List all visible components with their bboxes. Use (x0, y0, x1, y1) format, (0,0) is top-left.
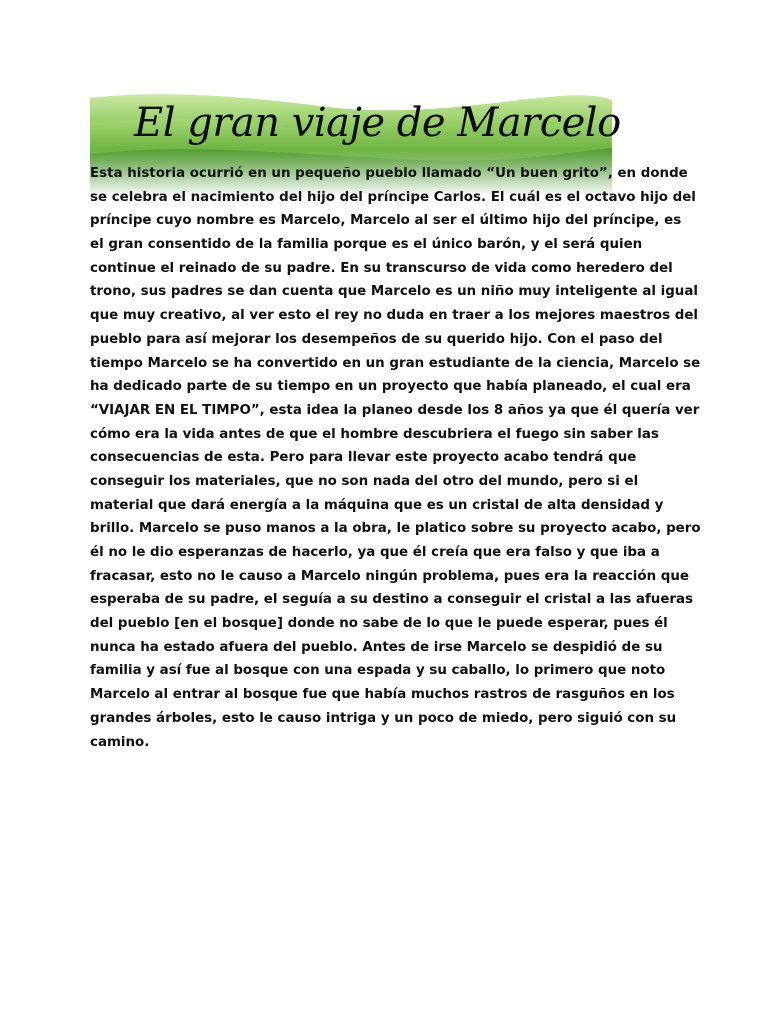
paragraph-line: cómo era la vida antes de que el hombre descubriera el fuego sin saber las (90, 426, 659, 442)
paragraph-line: él no le dio esperanzas de hacerlo, ya que él creía que era falso y que iba a (90, 545, 660, 560)
paragraph-line: continue el reinado de su padre. En su transcurso de vida como heredero del (90, 260, 673, 276)
document-title: El gran viaje de Marcelo (134, 100, 621, 146)
paragraph-line: nunca ha estado afuera del pueblo. Antes de irse Marcelo se despidió de su (90, 639, 663, 655)
paragraph-line: tiempo Marcelo se ha convertido en un gran estudiante de la ciencia, Marcelo se (90, 355, 701, 371)
paragraph-line: pueblo para así mejorar los desempeños de su querido hijo. Con el paso del (90, 331, 663, 347)
paragraph-line: trono, sus padres se dan cuenta que Marcelo es un niño muy inteligente al igual (90, 284, 698, 300)
paragraph-line: que muy creativo, al ver esto el rey no duda en traer a los mejores maestros del (90, 308, 699, 324)
paragraph-line: fracasar, esto no le causo a Marcelo ningún problema, pues era la reacción que (90, 568, 689, 584)
story-paragraph (90, 162, 701, 754)
paragraph-line: “VIAJAR EN EL TIMPO”, esta idea la planeo desde los 8 años ya que él quería ver (90, 402, 700, 418)
paragraph-line: brillo. Marcelo se puso manos a la obra, le platico sobre su proyecto acabo, pero (90, 521, 701, 537)
paragraph-line: grandes árboles, esto le causo intriga y un poco de miedo, pero siguió con su (90, 710, 677, 726)
paragraph-line: príncipe cuyo nombre es Marcelo, Marcelo al ser el último hijo del príncipe, es (90, 213, 682, 229)
paragraph-line: material que dará energía a la máquina que es un cristal de alta densidad y (90, 497, 664, 513)
paragraph-line: del pueblo [en el bosque] donde no sabe de lo que le puede esperar, pues él (90, 616, 668, 632)
paragraph-line: esperaba de su padre, el seguía a su destino a conseguir el cristal a las afueras (90, 592, 694, 608)
paragraph-line: familia y así fue al bosque con una espada y su caballo, lo primero que noto (90, 663, 666, 679)
paragraph-line: se celebra el nacimiento del hijo del príncipe Carlos. El cuál es el octavo hijo del (90, 189, 696, 205)
paragraph-line: el gran consentido de la familia porque es el único barón, y el será quien (90, 237, 643, 253)
paragraph-line: Esta historia ocurrió en un pequeño pueblo llamado “Un buen grito”, en donde (90, 166, 688, 181)
paragraph-line: Marcelo al entrar al bosque fue que había muchos rastros de rasguños en los (90, 687, 675, 703)
paragraph-line: ha dedicado parte de su tiempo en un proyecto que había planeado, el cual era (90, 379, 691, 395)
paragraph-line: conseguir los materiales, que no son nada del otro del mundo, pero si el (90, 473, 639, 489)
paragraph-line: camino. (90, 734, 150, 750)
paragraph-line: consecuencias de esta. Pero para llevar este proyecto acabo tendrá que (90, 450, 637, 466)
